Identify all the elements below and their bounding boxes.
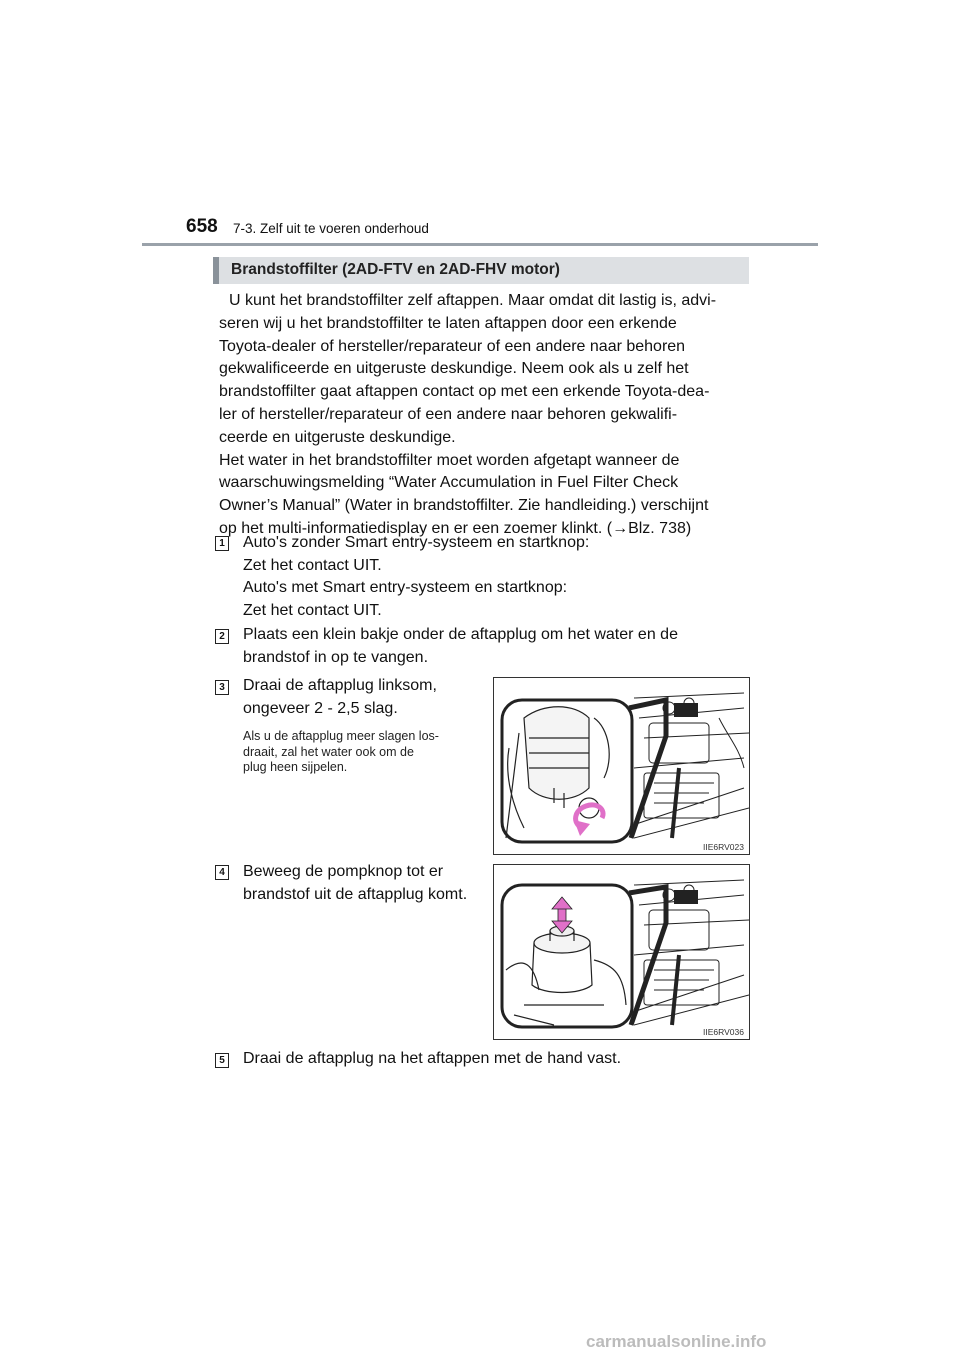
figure-pump-knob — [493, 864, 750, 1040]
engine-illustration-pump-knob — [494, 865, 749, 1039]
figure-drain-plug — [493, 677, 750, 855]
text-line: brandstof uit de aftapplug komt. — [243, 885, 468, 903]
text-line: ongeveer 2 - 2,5 slag. — [243, 699, 398, 717]
text-line: Als u de aftapplug meer slagen los- — [243, 729, 439, 743]
text-line: Auto's zonder Smart entry-systeem en startknop: — [243, 534, 590, 551]
step-number-2: 2 — [215, 629, 229, 644]
step-2-text — [243, 624, 744, 669]
text-line: Owner’s Manual” (Water in brandstoffilter. Zie handleiding.) verschijnt — [219, 497, 709, 515]
text-line: Draai de aftapplug linksom, — [243, 677, 437, 694]
text-line: brandstoffilter gaat aftappen contact op met een erkende Toyota-dea- — [219, 383, 710, 401]
text-line: ceerde en uitgeruste deskundige. — [219, 428, 456, 446]
text-line: draait, zal het water ook om de — [243, 744, 414, 759]
intro-paragraph-1 — [219, 290, 744, 541]
text-line: Toyota-dealer of hersteller/reparateur of een andere naar behoren — [219, 337, 686, 355]
text-line: seren wij u het brandstoffilter te laten aftappen door een erkende — [219, 314, 677, 332]
text-line: Beweeg de pompknop tot er — [243, 863, 444, 880]
step-5-text — [243, 1048, 743, 1071]
step-number-5: 5 — [215, 1053, 229, 1068]
text-line: Het water in het brandstoffilter moet worden afgetapt wanneer de — [219, 451, 680, 469]
text-line: waarschuwingsmelding “Water Accumulation in Fuel Filter Check — [219, 474, 679, 492]
figure-code: IIE6RV036 — [703, 1027, 744, 1037]
text-line: Zet het contact UIT. — [243, 601, 382, 619]
section-heading-text: Brandstoffilter (2AD-FTV en 2AD-FHV motor) — [231, 261, 560, 278]
text-line: U kunt het brandstoffilter zelf aftappen. Maar omdat dit lastig is, advi- — [229, 292, 717, 309]
text-line: brandstof in op te vangen. — [243, 648, 429, 666]
engine-illustration-drain-plug — [494, 678, 749, 854]
text-line: Auto's met Smart entry-systeem en startknop: — [243, 579, 568, 596]
step-3-text — [243, 675, 477, 720]
header-rule — [142, 243, 818, 246]
step-4-text — [243, 861, 477, 906]
step-1-text — [243, 532, 743, 622]
section-title: 7-3. Zelf uit te voeren onderhoud — [233, 221, 429, 236]
section-heading — [213, 257, 749, 284]
text-line: Draai de aftapplug na het aftappen met de hand vast. — [243, 1050, 622, 1067]
step-number-4: 4 — [215, 865, 229, 880]
step-number-3: 3 — [215, 680, 229, 695]
text-line: gekwalificeerde en uitgeruste deskundige. Neem ook als u zelf het — [219, 360, 689, 378]
watermark: carmanualsonline.info — [586, 1332, 767, 1351]
text-line: ler of hersteller/reparateur of een andere naar behoren gekwalifi- — [219, 405, 678, 423]
step-3-note — [243, 729, 477, 776]
text-line: op het multi-informatiedisplay en er een zoemer klinkt. (→Blz. 738) — [219, 519, 692, 537]
page-number: 658 — [186, 216, 218, 237]
figure-code: IIE6RV023 — [703, 842, 744, 852]
step-number-1: 1 — [215, 536, 229, 551]
text-line: Plaats een klein bakje onder de aftapplug om het water en de — [243, 626, 678, 643]
text-line: Zet het contact UIT. — [243, 556, 382, 574]
text-line: plug heen sijpelen. — [243, 760, 348, 774]
